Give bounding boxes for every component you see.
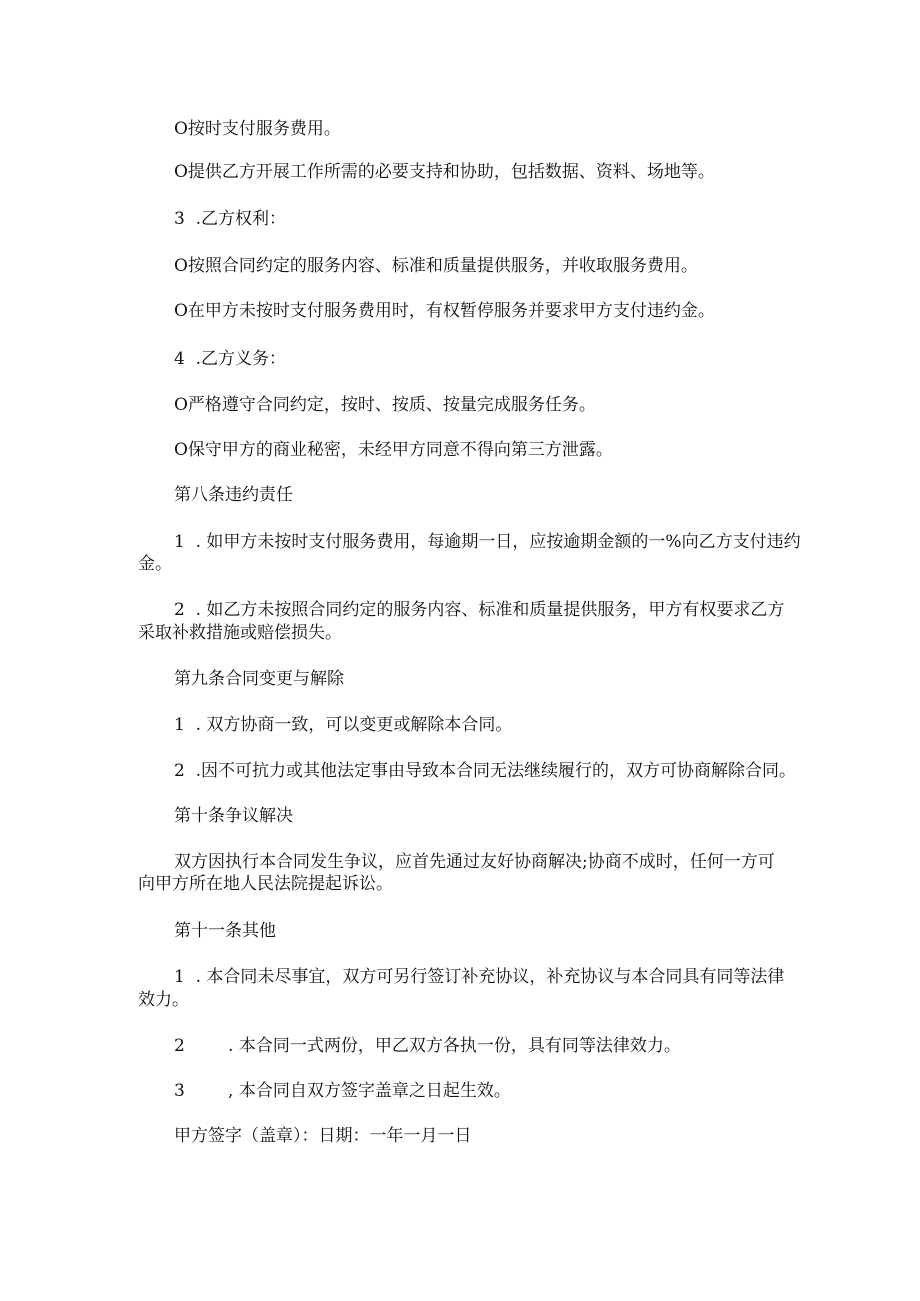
- text-article-11-item-1: 1 . 本合同未尽事宜，双方可另行签订补充协议，补充协议与本合同具有同等法律: [174, 967, 785, 987]
- text-line-payment-obligation: O按时支付服务费用。: [174, 119, 341, 139]
- text-article-8-item-2: 2 . 如乙方未按照合同约定的服务内容、标准和质量提供服务，甲方有权要求乙方: [174, 600, 785, 620]
- heading-party-b-obligations: 4 .乙方义务：: [174, 349, 287, 369]
- text-article-11-item-3: 3 , 本合同自双方签字盖章之日起生效。: [174, 1081, 511, 1101]
- heading-article-8: 第八条违约责任: [174, 485, 293, 505]
- text-article-10: 双方因执行本合同发生争议，应首先通过友好协商解决;协商不成时，任何一方可: [174, 852, 775, 872]
- heading-article-9: 第九条合同变更与解除: [174, 669, 344, 689]
- text-article-9-item-2: 2 .因不可抗力或其他法定事由导致本合同无法继续履行的，双方可协商解除合同。: [174, 761, 797, 781]
- text-line-party-b-right-1: O按照合同约定的服务内容、标准和质量提供服务，并收取服务费用。: [174, 256, 698, 276]
- text-line-party-b-obligation-1: O严格遵守合同约定，按时、按质、按量完成服务任务。: [174, 395, 596, 415]
- text-article-8-item-1: 1 . 如甲方未按时支付服务费用，每逾期一日，应按逾期金额的一%向乙方支付违约: [174, 532, 801, 552]
- signature-line-party-a: 甲方签字（盖章）：日期：一年一月一日: [174, 1126, 472, 1146]
- text-article-10-cont: 向甲方所在地人民法院提起诉讼。: [138, 874, 393, 894]
- text-article-8-item-1-cont: 金。: [138, 554, 172, 574]
- text-article-11-item-2: 2 . 本合同一式两份，甲乙双方各执一份，具有同等法律效力。: [174, 1036, 681, 1056]
- text-article-8-item-2-cont: 采取补救措施或赔偿损失。: [138, 623, 342, 643]
- heading-article-10: 第十条争议解决: [174, 806, 293, 826]
- text-article-11-item-1-cont: 效力。: [138, 990, 189, 1010]
- text-line-party-b-obligation-2: O保守甲方的商业秘密，未经甲方同意不得向第三方泄露。: [174, 440, 613, 460]
- text-article-9-item-1: 1 . 双方协商一致，可以变更或解除本合同。: [174, 715, 513, 735]
- heading-article-11: 第十一条其他: [174, 921, 276, 941]
- heading-party-b-rights: 3 .乙方权利：: [174, 209, 287, 229]
- text-line-party-b-right-2: O在甲方未按时支付服务费用时，有权暂停服务并要求甲方支付违约金。: [174, 301, 715, 321]
- text-line-support-obligation: O提供乙方开展工作所需的必要支持和协助，包括数据、资料、场地等。: [174, 162, 715, 182]
